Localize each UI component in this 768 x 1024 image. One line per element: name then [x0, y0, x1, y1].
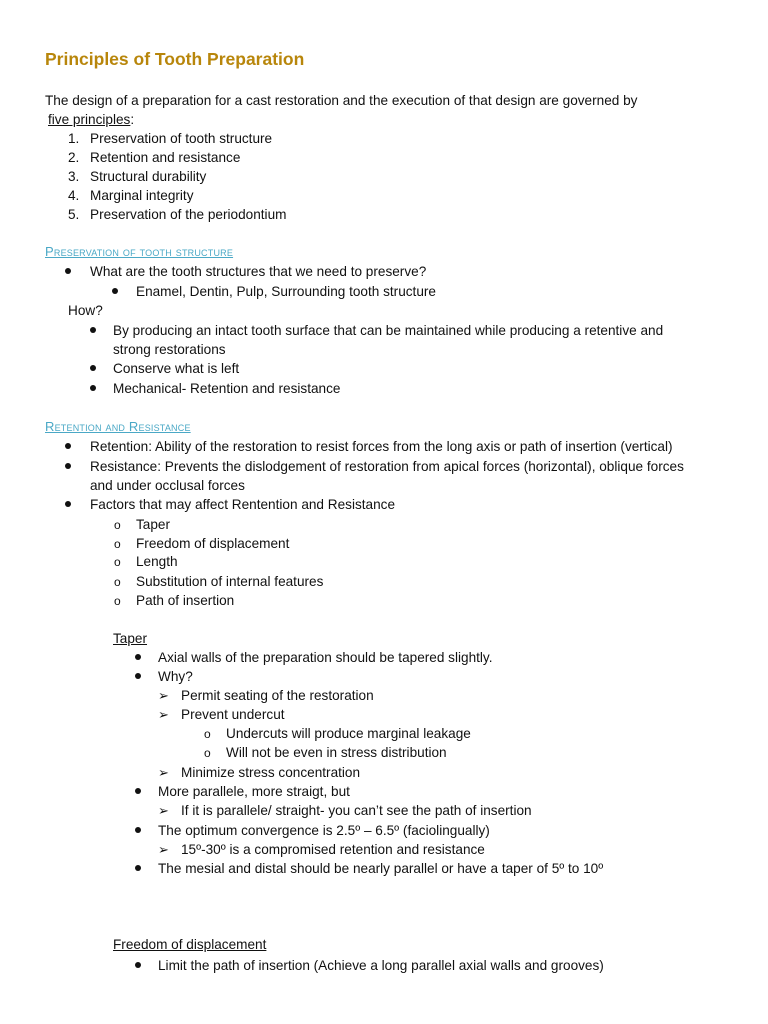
list-item-text: Enamel, Dentin, Pulp, Surrounding tooth structure	[136, 284, 436, 299]
open-circle-icon: o	[114, 518, 121, 532]
arrow-bullet-icon: ➢	[158, 707, 169, 722]
list-item-text: The mesial and distal should be nearly parallel or have a taper of 5º to 10º	[158, 861, 604, 876]
list-item-text: Why?	[158, 669, 193, 684]
principle-text: Preservation of tooth structure	[90, 131, 273, 146]
list-item-text: Mechanical- Retention and resistance	[113, 381, 341, 396]
intro-colon: :	[130, 112, 135, 127]
list-item-text: Path of insertion	[136, 593, 235, 608]
list-item-text: Minimize stress concentration	[181, 765, 361, 780]
list-item-text: Substitution of internal features	[136, 574, 324, 589]
intro-line-1: The design of a preparation for a cast restoration and the execution of that design are governed by	[45, 93, 638, 108]
list-item-text: Undercuts will produce marginal leakage	[226, 726, 471, 741]
bullet-icon	[90, 365, 96, 371]
principle-text: Preservation of the periodontium	[90, 207, 287, 222]
section-heading-retention: Retention and Resistance	[45, 419, 191, 434]
list-item-text: More parallele, more straigt, but	[158, 784, 350, 799]
bullet-icon	[65, 463, 71, 469]
list-item-continuation: strong restorations	[113, 342, 226, 357]
list-item-text: By producing an intact tooth surface that can be maintained while producing a retentive and	[113, 323, 664, 338]
bullet-icon	[90, 327, 96, 333]
arrow-bullet-icon: ➢	[158, 688, 169, 703]
principle-text: Marginal integrity	[90, 188, 194, 203]
list-item-text: Resistance: Prevents the dislodgement of restoration from apical forces (horizontal), oblique forces	[90, 459, 684, 474]
principle-number: 3.	[68, 169, 80, 184]
list-item-text: Factors that may affect Rentention and Resistance	[90, 497, 396, 512]
bullet-icon	[65, 268, 71, 274]
principle-number: 1.	[68, 131, 80, 146]
list-item-text: What are the tooth structures that we need to preserve?	[90, 264, 427, 279]
principle-number: 5.	[68, 207, 80, 222]
arrow-bullet-icon: ➢	[158, 803, 169, 818]
list-item-text: Limit the path of insertion (Achieve a long parallel axial walls and grooves)	[158, 958, 604, 973]
list-item-text: Prevent undercut	[181, 707, 285, 722]
bullet-icon	[135, 865, 141, 871]
subheading-taper: Taper	[113, 631, 148, 646]
list-item-text: Permit seating of the restoration	[181, 688, 374, 703]
intro-line-2	[48, 111, 134, 129]
list-item-continuation: and under occlusal forces	[90, 478, 245, 493]
open-circle-icon: o	[114, 537, 121, 551]
list-item-text: If it is parallele/ straight- you can’t see the path of insertion	[181, 803, 532, 818]
list-item-text: The optimum convergence is 2.5º – 6.5º (faciolingually)	[158, 823, 490, 838]
list-item-text: Axial walls of the preparation should be tapered slightly.	[158, 650, 493, 665]
arrow-bullet-icon: ➢	[158, 842, 169, 857]
open-circle-icon: o	[204, 746, 211, 760]
principle-number: 2.	[68, 150, 80, 165]
bullet-icon	[65, 501, 71, 507]
open-circle-icon: o	[114, 575, 121, 589]
list-item-text: Conserve what is left	[113, 361, 240, 376]
five-principles-label: five principles	[48, 112, 131, 127]
open-circle-icon: o	[114, 594, 121, 608]
principle-text: Retention and resistance	[90, 150, 241, 165]
arrow-bullet-icon: ➢	[158, 765, 169, 780]
bullet-icon	[135, 654, 141, 660]
list-item-text: Taper	[136, 517, 171, 532]
open-circle-icon: o	[204, 727, 211, 741]
bullet-icon	[90, 385, 96, 391]
bullet-icon	[135, 962, 141, 968]
bullet-icon	[135, 673, 141, 679]
section-heading-preservation: Preservation of tooth structure	[45, 244, 234, 259]
bullet-icon	[135, 788, 141, 794]
open-circle-icon: o	[114, 555, 121, 569]
bullet-icon	[112, 288, 118, 294]
list-item-text: Retention: Ability of the restoration to resist forces from the long axis or path of insertion (vertical)	[90, 439, 673, 454]
bullet-icon	[135, 827, 141, 833]
list-item-text: 15º-30º is a compromised retention and resistance	[181, 842, 485, 857]
principle-number: 4.	[68, 188, 80, 203]
list-item-text: Freedom of displacement	[136, 536, 290, 551]
principle-text: Structural durability	[90, 169, 207, 184]
page-title: Principles of Tooth Preparation	[45, 49, 305, 69]
how-label: How?	[68, 303, 103, 318]
bullet-icon	[65, 443, 71, 449]
list-item-text: Length	[136, 554, 178, 569]
subheading-freedom: Freedom of displacement	[113, 937, 267, 952]
list-item-text: Will not be even in stress distribution	[226, 745, 447, 760]
